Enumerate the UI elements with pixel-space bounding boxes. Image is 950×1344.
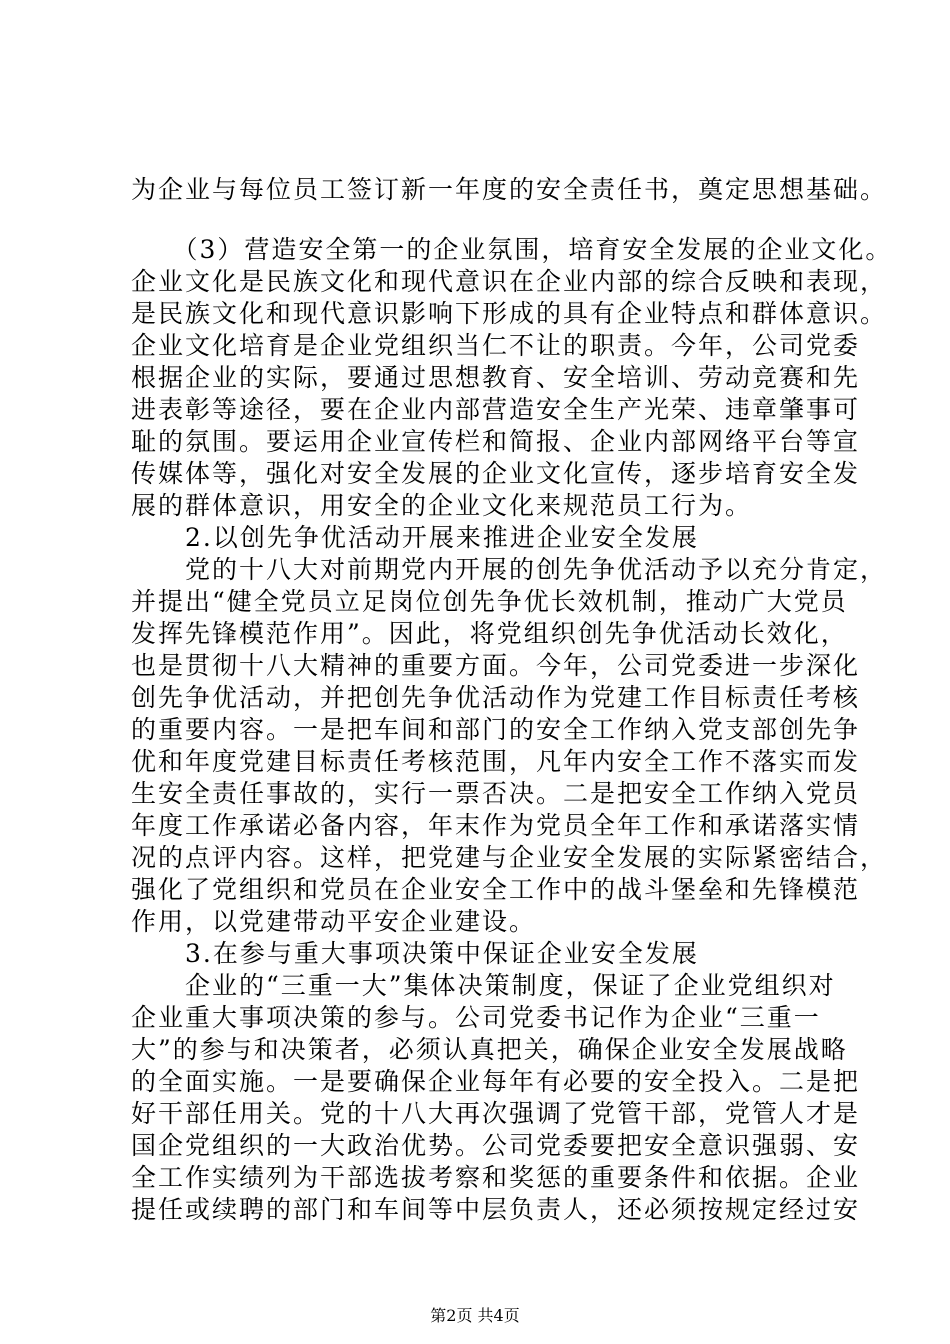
text-line: 并提出“健全党员立足岗位创先争优长效机制，推动广大党员 (131, 587, 848, 616)
text-line: 好干部任用关。党的十八大再次强调了党管干部，党管人才是 (131, 1099, 861, 1128)
text-line: 传媒体等，强化对安全发展的企业文化宣传，逐步培育安全发 (131, 459, 861, 488)
body-text (131, 174, 893, 1226)
text-line: 国企党组织的一大政治优势。公司党委要把安全意识强弱、安 (131, 1131, 861, 1160)
text-line: 创先争优活动，并把创先争优活动作为党建工作目标责任考核 (131, 683, 861, 712)
text-line: 年度工作承诺必备内容，年末作为党员全年工作和承诺落实情 (131, 811, 861, 840)
text-line: 生安全责任事故的，实行一票否决。二是把安全工作纳入党员 (131, 779, 861, 808)
page-footer: 第2页 共4页 (430, 1306, 520, 1325)
text-line: 发挥先锋模范作用”。因此，将党组织创先争优活动长效化， (131, 619, 848, 648)
text-line: 企业文化培育是企业党组织当仁不让的职责。今年，公司党委 (131, 331, 861, 360)
text-line: 企业文化是民族文化和现代意识在企业内部的综合反映和表现， (131, 267, 888, 296)
text-line: 大”的参与和决策者，必须认真把关，确保企业安全发展战略 (131, 1035, 848, 1064)
text-line: 根据企业的实际，要通过思想教育、安全培训、劳动竞赛和先 (131, 363, 861, 392)
text-line: 况的点评内容。这样，把党建与企业安全发展的实际紧密结合， (131, 843, 888, 872)
text-line: 全工作实绩列为干部选拔考察和奖惩的重要条件和依据。企业 (131, 1163, 861, 1192)
text-line: 进表彰等途径，要在企业内部营造安全生产光荣、违章肇事可 (131, 395, 861, 424)
text-line: 企业的“三重一大”集体决策制度，保证了企业党组织对 (131, 971, 836, 1000)
paragraph-block (131, 234, 893, 1226)
text-line: 3.在参与重大事项决策中保证企业安全发展 (131, 939, 699, 968)
paragraph-continuation (131, 174, 888, 206)
text-line: 优和年度党建目标责任考核范围，凡年内安全工作不落实而发 (131, 747, 861, 776)
text-line: 是民族文化和现代意识影响下形成的具有企业特点和群体意识。 (131, 299, 888, 328)
text-line: 的全面实施。一是要确保企业每年有必要的安全投入。二是把 (131, 1067, 861, 1096)
text-line: 2.以创先争优活动开展来推进企业安全发展 (131, 523, 699, 552)
text-line: 的重要内容。一是把车间和部门的安全工作纳入党支部创先争 (131, 715, 861, 744)
text-line: 也是贯彻十八大精神的重要方面。今年，公司党委进一步深化 (131, 651, 861, 680)
text-line: 提任或续聘的部门和车间等中层负责人，还必须按规定经过安 (131, 1195, 861, 1224)
text-line: （3）营造安全第一的企业氛围，培育安全发展的企业文化。 (131, 235, 893, 264)
text-line: 为企业与每位员工签订新一年度的安全责任书，奠定思想基础。 (131, 175, 888, 204)
text-line: 展的群体意识，用安全的企业文化来规范员工行为。 (131, 491, 753, 520)
text-line: 党的十八大对前期党内开展的创先争优活动予以充分肯定， (131, 555, 888, 584)
text-line: 强化了党组织和党员在企业安全工作中的战斗堡垒和先锋模范 (131, 875, 861, 904)
text-line: 作用，以党建带动平安企业建设。 (131, 907, 537, 936)
text-line: 耻的氛围。要运用企业宣传栏和简报、企业内部网络平台等宣 (131, 427, 861, 456)
text-line: 企业重大事项决策的参与。公司党委书记作为企业“三重一 (131, 1003, 821, 1032)
paragraph-gap (131, 206, 821, 234)
